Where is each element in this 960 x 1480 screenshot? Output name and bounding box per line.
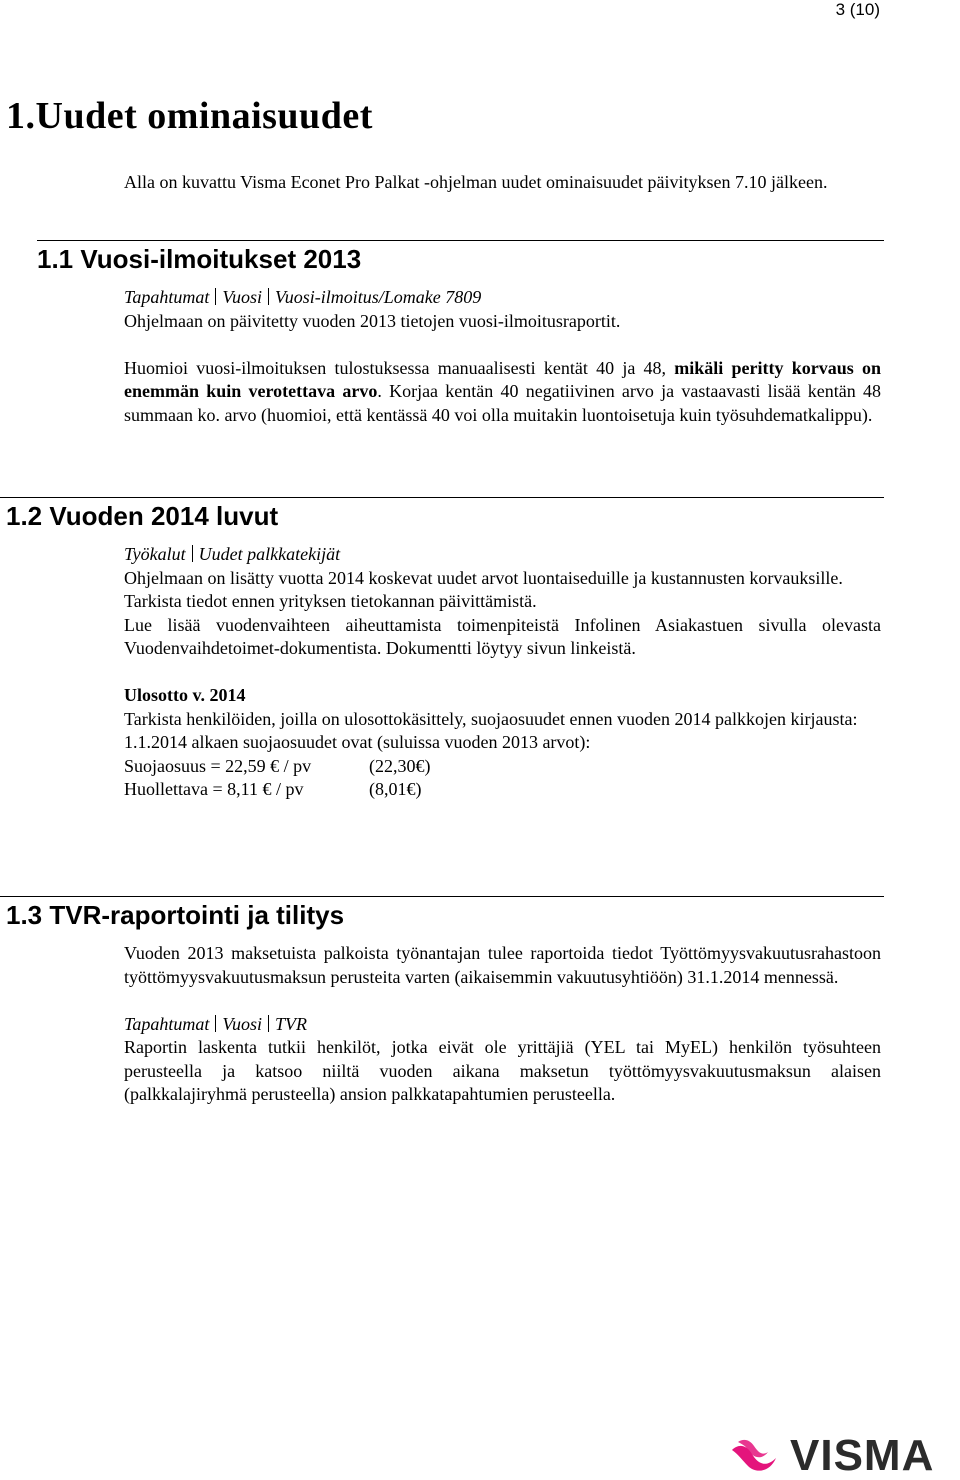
value-prev: (8,01€)	[369, 779, 422, 799]
section-1-2-body	[124, 543, 881, 802]
section-divider	[0, 497, 884, 498]
visma-wordmark: VISMA	[790, 1431, 935, 1476]
paragraph: Tarkista tiedot ennen yrityksen tietokannan päivittämistä.	[124, 591, 537, 611]
section-divider	[37, 240, 884, 241]
path-separator	[192, 545, 193, 562]
path-separator	[268, 1015, 269, 1032]
bold-text: mikäli peritty korvaus on enemmän kuin verotettava arvo	[124, 357, 881, 401]
paragraph: Lue lisää vuodenvaihteen aiheuttamista toimenpiteistä Infolinen Asiakastuen sivulla olevasta Vuodenvaihdetoimet-dokumentista. Dokumentti löytyy sivun linkeistä.	[124, 614, 881, 658]
visma-logo	[728, 1428, 956, 1476]
paragraph: Ohjelmaan on lisätty vuotta 2014 koskevat uudet arvot luontaiseduille ja kustannusten korvauksille.	[124, 567, 843, 588]
subheading-ulosotto: Ulosotto v. 2014	[124, 685, 246, 705]
section-1-1-body	[124, 286, 881, 427]
menu-path	[124, 1013, 881, 1037]
path-separator	[215, 1015, 216, 1032]
value-label: Huollettava = 8,11 € / pv	[124, 779, 304, 799]
menu-path	[124, 286, 881, 310]
path-separator	[268, 288, 269, 305]
section-title-1-2: 1.2 Vuoden 2014 luvut	[6, 501, 279, 531]
path-item: Vuosi	[222, 287, 263, 307]
path-item: TVR	[275, 1013, 308, 1034]
section-1-3-body	[124, 942, 881, 1107]
path-item: Tapahtumat	[124, 1013, 210, 1034]
path-separator	[215, 288, 216, 305]
section-title-1-1: 1.1 Vuosi-ilmoitukset 2013	[37, 244, 362, 274]
value-label: Suojaosuus = 22,59 € / pv	[124, 755, 312, 776]
paragraph: 1.1.2014 alkaen suojaosuudet ovat (suluissa vuoden 2013 arvot):	[124, 732, 591, 752]
visma-swoosh-icon	[732, 1440, 776, 1471]
value-row	[124, 755, 881, 779]
intro-paragraph	[124, 171, 881, 195]
path-item: Vuosi	[222, 1013, 263, 1034]
page-heading: 1.Uudet ominaisuudet	[6, 95, 373, 137]
paragraph: Raportin laskenta tutkii henkilöt, jotka eivät ole yrittäjiä (YEL tai MyEL) henkilön työsuhteen perusteella ja katsoo niiltä vuoden aikana maksetun työttömyysvakuutusmaksun alaisen (palkkalajiryhmä perusteella) ansion palkkatapahtumien perusteella.	[124, 1037, 881, 1104]
intro-text: Alla on kuvattu Visma Econet Pro Palkat -ohjelman uudet ominaisuudet päivityksen 7.10 jälkeen.	[124, 172, 828, 192]
text-run: Huomioi vuosi-ilmoituksen tulostuksessa manuaalisesti kentät 40 ja 48,	[124, 357, 675, 378]
section-divider	[0, 896, 884, 897]
path-item: Tapahtumat	[124, 287, 210, 307]
text-run: . Korjaa kentän 40 negatiivinen arvo ja vastaavasti lisää kentän 48 summaan ko. arvo (huomioi, että kentässä 40 voi olla muitakin luontoisetuja kuin työsuhdematkalippu).	[124, 381, 881, 425]
menu-path	[124, 543, 881, 567]
value-row	[124, 778, 881, 802]
section-title-1-3: 1.3 TVR-raportointi ja tilitys	[6, 900, 345, 930]
path-item: Työkalut	[124, 544, 186, 564]
paragraph	[124, 357, 881, 428]
path-item: Uudet palkkatekijät	[198, 544, 341, 564]
value-prev: (22,30€)	[369, 755, 431, 776]
path-item: Vuosi-ilmoitus/Lomake 7809	[275, 287, 482, 307]
paragraph: Tarkista henkilöiden, joilla on ulosottokäsittely, suojaosuudet ennen vuoden 2014 palkkojen kirjausta:	[124, 708, 858, 729]
page-number: 3 (10)	[835, 0, 880, 19]
paragraph: Ohjelmaan on päivitetty vuoden 2013 tietojen vuosi-ilmoitusraportit.	[124, 310, 621, 331]
paragraph: Vuoden 2013 maksetuista palkoista työnantajan tulee raportoida tiedot Työttömyysvakuutusrahastoon työttömyysvakuutusmaksun perusteita varten (aikaisemmin vakuutusyhtiöön) 31.1.2014 mennessä.	[124, 943, 881, 987]
